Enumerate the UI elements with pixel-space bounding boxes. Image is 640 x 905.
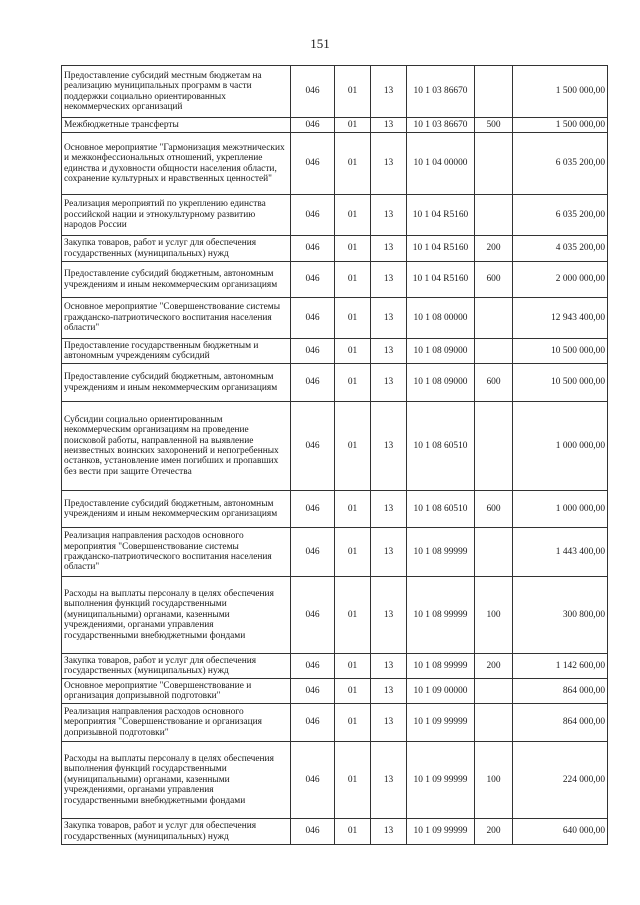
row-name: Закупка товаров, работ и услуг для обеспечения государственных (муниципальных) нужд — [62, 236, 291, 262]
amount: 1 500 000,00 — [513, 66, 608, 118]
ministry-code: 046 — [291, 262, 335, 298]
amount: 1 000 000,00 — [513, 491, 608, 528]
target-article: 10 1 09 99999 — [407, 704, 475, 742]
target-article: 10 1 04 R5160 — [407, 262, 475, 298]
subsection-code: 13 — [371, 704, 407, 742]
expense-type — [475, 66, 513, 118]
ministry-code: 046 — [291, 118, 335, 133]
table-row — [62, 402, 608, 491]
target-article: 10 1 09 99999 — [407, 742, 475, 819]
row-name: Реализация направления расходов основного мероприятия "Совершенствование системы гражданско-патриотического воспитания населения области" — [62, 528, 291, 577]
row-name: Межбюджетные трансферты — [62, 118, 291, 133]
page-number: 151 — [310, 36, 330, 51]
subsection-code: 13 — [371, 491, 407, 528]
table-row — [62, 339, 608, 364]
ministry-code: 046 — [291, 402, 335, 491]
section-code: 01 — [335, 66, 371, 118]
row-name: Реализация мероприятий по укреплению единства российской нации и этнокультурному развитию народов России — [62, 195, 291, 236]
expense-type: 500 — [475, 118, 513, 133]
expense-type: 100 — [475, 742, 513, 819]
target-article: 10 1 08 60510 — [407, 491, 475, 528]
subsection-code: 13 — [371, 819, 407, 845]
amount: 864 000,00 — [513, 704, 608, 742]
section-code: 01 — [335, 118, 371, 133]
subsection-code: 13 — [371, 195, 407, 236]
row-name: Предоставление субсидий бюджетным, автономным учреждениям и иным некоммерческим организациям — [62, 262, 291, 298]
expense-type: 600 — [475, 364, 513, 402]
table-row — [62, 118, 608, 133]
section-code: 01 — [335, 298, 371, 339]
subsection-code: 13 — [371, 262, 407, 298]
ministry-code: 046 — [291, 742, 335, 819]
table-row — [62, 66, 608, 118]
target-article: 10 1 08 99999 — [407, 654, 475, 679]
section-code: 01 — [335, 577, 371, 654]
expense-type: 100 — [475, 577, 513, 654]
section-code: 01 — [335, 819, 371, 845]
target-article: 10 1 09 99999 — [407, 819, 475, 845]
section-code: 01 — [335, 262, 371, 298]
subsection-code: 13 — [371, 236, 407, 262]
table-row — [62, 704, 608, 742]
table-row — [62, 491, 608, 528]
amount: 864 000,00 — [513, 679, 608, 704]
section-code: 01 — [335, 195, 371, 236]
section-code: 01 — [335, 528, 371, 577]
expense-type — [475, 528, 513, 577]
subsection-code: 13 — [371, 66, 407, 118]
target-article: 10 1 04 R5160 — [407, 236, 475, 262]
amount: 10 500 000,00 — [513, 364, 608, 402]
table-row — [62, 654, 608, 679]
ministry-code: 046 — [291, 364, 335, 402]
subsection-code: 13 — [371, 654, 407, 679]
subsection-code: 13 — [371, 298, 407, 339]
row-name: Закупка товаров, работ и услуг для обеспечения государственных (муниципальных) нужд — [62, 819, 291, 845]
section-code: 01 — [335, 704, 371, 742]
amount: 1 000 000,00 — [513, 402, 608, 491]
section-code: 01 — [335, 742, 371, 819]
table-row — [62, 133, 608, 195]
expense-type — [475, 339, 513, 364]
subsection-code: 13 — [371, 364, 407, 402]
expense-type — [475, 298, 513, 339]
budget-table — [61, 65, 608, 845]
row-name: Реализация направления расходов основного мероприятия "Совершенствование и организация допризывной подготовки" — [62, 704, 291, 742]
expense-type — [475, 704, 513, 742]
amount: 224 000,00 — [513, 742, 608, 819]
amount: 1 142 600,00 — [513, 654, 608, 679]
subsection-code: 13 — [371, 577, 407, 654]
row-name: Основное мероприятие "Совершенствование и организация допризывной подготовки" — [62, 679, 291, 704]
row-name: Расходы на выплаты персоналу в целях обеспечения выполнения функций государственными (муниципальными) органами, казенными учреждениями, органами управления государственными внебюджетными фондами — [62, 742, 291, 819]
table-row — [62, 298, 608, 339]
ministry-code: 046 — [291, 528, 335, 577]
section-code: 01 — [335, 679, 371, 704]
expense-type: 600 — [475, 491, 513, 528]
target-article: 10 1 08 00000 — [407, 298, 475, 339]
row-name: Основное мероприятие "Совершенствование системы гражданско-патриотического воспитания населения области" — [62, 298, 291, 339]
table-row — [62, 679, 608, 704]
subsection-code: 13 — [371, 528, 407, 577]
target-article: 10 1 08 60510 — [407, 402, 475, 491]
amount: 6 035 200,00 — [513, 195, 608, 236]
subsection-code: 13 — [371, 133, 407, 195]
expense-type: 200 — [475, 654, 513, 679]
table-row — [62, 577, 608, 654]
amount: 10 500 000,00 — [513, 339, 608, 364]
expense-type: 200 — [475, 819, 513, 845]
subsection-code: 13 — [371, 402, 407, 491]
section-code: 01 — [335, 339, 371, 364]
amount: 300 800,00 — [513, 577, 608, 654]
expense-type — [475, 133, 513, 195]
subsection-code: 13 — [371, 742, 407, 819]
table-row — [62, 236, 608, 262]
ministry-code: 046 — [291, 491, 335, 528]
subsection-code: 13 — [371, 339, 407, 364]
section-code: 01 — [335, 364, 371, 402]
ministry-code: 046 — [291, 679, 335, 704]
section-code: 01 — [335, 491, 371, 528]
target-article: 10 1 03 86670 — [407, 66, 475, 118]
row-name: Предоставление субсидий бюджетным, автономным учреждениям и иным некоммерческим организациям — [62, 364, 291, 402]
row-name: Закупка товаров, работ и услуг для обеспечения государственных (муниципальных) нужд — [62, 654, 291, 679]
table-row — [62, 262, 608, 298]
row-name: Предоставление субсидий местным бюджетам на реализацию муниципальных программ в части поддержки социально ориентированных некоммерческих организаций — [62, 66, 291, 118]
section-code: 01 — [335, 654, 371, 679]
ministry-code: 046 — [291, 654, 335, 679]
target-article: 10 1 08 09000 — [407, 339, 475, 364]
section-code: 01 — [335, 236, 371, 262]
expense-type — [475, 195, 513, 236]
ministry-code: 046 — [291, 195, 335, 236]
row-name: Расходы на выплаты персоналу в целях обеспечения выполнения функций государственными (муниципальными) органами, казенными учреждениями, органами управления государственными внебюджетными фондами — [62, 577, 291, 654]
subsection-code: 13 — [371, 118, 407, 133]
section-code: 01 — [335, 133, 371, 195]
target-article: 10 1 04 00000 — [407, 133, 475, 195]
ministry-code: 046 — [291, 236, 335, 262]
ministry-code: 046 — [291, 66, 335, 118]
ministry-code: 046 — [291, 577, 335, 654]
table-row — [62, 819, 608, 845]
amount: 1 500 000,00 — [513, 118, 608, 133]
row-name: Предоставление государственным бюджетным и автономным учреждениям субсидий — [62, 339, 291, 364]
amount: 640 000,00 — [513, 819, 608, 845]
target-article: 10 1 09 00000 — [407, 679, 475, 704]
ministry-code: 046 — [291, 133, 335, 195]
amount: 2 000 000,00 — [513, 262, 608, 298]
table-row — [62, 364, 608, 402]
table-row — [62, 195, 608, 236]
subsection-code: 13 — [371, 679, 407, 704]
amount: 4 035 200,00 — [513, 236, 608, 262]
target-article: 10 1 03 86670 — [407, 118, 475, 133]
ministry-code: 046 — [291, 298, 335, 339]
expense-type — [475, 679, 513, 704]
row-name: Субсидии социально ориентированным некоммерческим организациям на проведение поисковой работы, направленной на выявление неизвестных воинских захоронений и непогребенных останков, установление имен погибших и пропавших без вести при защите Отечества — [62, 402, 291, 491]
row-name: Основное мероприятие "Гармонизация межэтнических и межконфессиональных отношений, укрепление единства и духовности общности населения области, сохранение культурных и нравственных ценностей" — [62, 133, 291, 195]
target-article: 10 1 08 99999 — [407, 528, 475, 577]
row-name: Предоставление субсидий бюджетным, автономным учреждениям и иным некоммерческим организациям — [62, 491, 291, 528]
ministry-code: 046 — [291, 339, 335, 364]
ministry-code: 046 — [291, 819, 335, 845]
target-article: 10 1 08 09000 — [407, 364, 475, 402]
amount: 12 943 400,00 — [513, 298, 608, 339]
table-row — [62, 742, 608, 819]
expense-type: 200 — [475, 236, 513, 262]
ministry-code: 046 — [291, 704, 335, 742]
section-code: 01 — [335, 402, 371, 491]
target-article: 10 1 04 R5160 — [407, 195, 475, 236]
amount: 1 443 400,00 — [513, 528, 608, 577]
amount: 6 035 200,00 — [513, 133, 608, 195]
target-article: 10 1 08 99999 — [407, 577, 475, 654]
expense-type: 600 — [475, 262, 513, 298]
table-row — [62, 528, 608, 577]
expense-type — [475, 402, 513, 491]
